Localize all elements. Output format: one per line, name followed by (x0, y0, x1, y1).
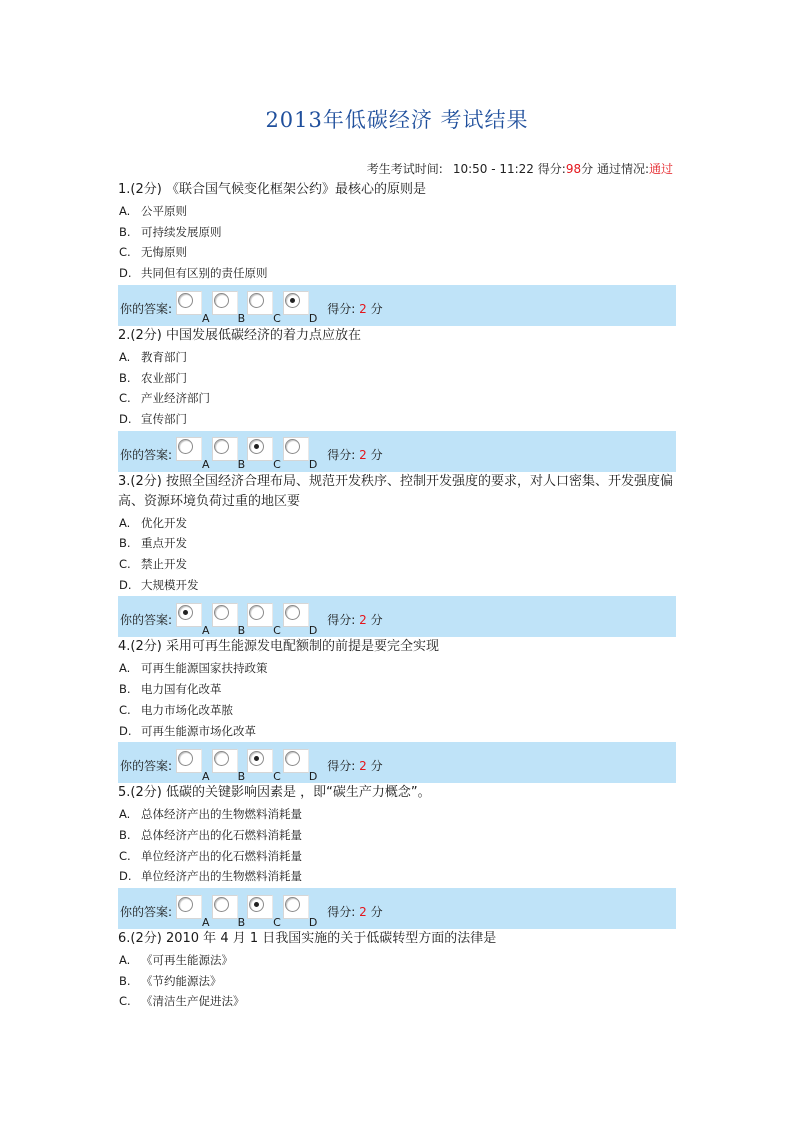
radio-button[interactable] (214, 897, 229, 912)
radio-button[interactable] (249, 605, 264, 620)
answer-option-c (247, 895, 281, 929)
radio-letter: C (273, 458, 281, 472)
option-text: 《可再生能源法》 (141, 953, 233, 968)
question-item (118, 326, 676, 472)
option-letter: C. (119, 391, 131, 406)
question-number: 4.(2分) (118, 639, 162, 655)
question-score-unit: 分 (370, 301, 383, 316)
option-letter: B. (119, 827, 131, 842)
radio-letter: D (308, 623, 318, 637)
radio-button[interactable] (249, 897, 264, 912)
option-row (118, 700, 676, 721)
radio-button[interactable] (178, 439, 193, 454)
question-score-unit: 分 (370, 905, 383, 920)
radio-button[interactable] (214, 751, 229, 766)
radio-letter: B (237, 769, 246, 783)
option-row (118, 554, 676, 575)
option-text: 公平原则 (141, 204, 187, 218)
answer-option-b (212, 437, 246, 472)
your-answer-bar (118, 742, 676, 783)
answer-option-b (212, 291, 246, 326)
radio-button[interactable] (249, 293, 264, 308)
option-row (118, 866, 676, 887)
answer-option-c (247, 437, 281, 472)
question-text: 2010 年 4 月 1 日我国实施的关于低碳转型方面的法律是 (165, 931, 497, 947)
radio-button[interactable] (249, 751, 264, 766)
question-title (118, 783, 676, 803)
your-answer-label: 你的答案: (120, 905, 173, 920)
radio-frame (176, 291, 202, 315)
exam-time-value: 10:50 - 11:22 (452, 162, 534, 176)
radio-frame (212, 895, 238, 919)
question-number: 2.(2分) (118, 327, 162, 343)
radio-frame (283, 895, 309, 919)
question-score (327, 757, 382, 774)
option-text: 总体经济产出的化石燃料消耗量 (141, 827, 302, 842)
radio-button[interactable] (178, 751, 193, 766)
page-title: 2013年低碳经济 考试结果 (265, 108, 529, 132)
radio-button[interactable] (285, 605, 300, 620)
radio-frame (212, 603, 238, 627)
radio-letter: D (308, 769, 318, 783)
question-title (118, 637, 676, 657)
answer-option-d (283, 291, 318, 326)
option-letter: B. (119, 370, 131, 385)
option-text: 大规模开发 (141, 577, 199, 592)
option-text: 禁止开发 (141, 557, 187, 572)
question-item (118, 637, 676, 783)
answer-option-b (212, 749, 246, 783)
option-letter: D. (119, 723, 132, 738)
question-title (118, 326, 676, 346)
radio-frame (283, 291, 309, 315)
question-score-unit: 分 (370, 613, 383, 628)
question-title (118, 472, 676, 512)
option-row (118, 721, 676, 742)
pass-status-label: 通过情况: (596, 162, 649, 176)
radio-frame (247, 437, 273, 461)
option-text: 重点开发 (141, 536, 187, 551)
total-score-value: 98 (565, 162, 582, 176)
radio-letter: A (202, 458, 210, 472)
radio-button[interactable] (285, 897, 300, 912)
option-text: 农业部门 (141, 370, 187, 385)
question-score-value: 2 (359, 759, 367, 774)
radio-letter: B (237, 915, 246, 929)
option-row (118, 533, 676, 554)
radio-frame (247, 749, 273, 773)
radio-button[interactable] (178, 605, 193, 620)
radio-button[interactable] (285, 293, 300, 308)
radio-letter: D (308, 312, 318, 326)
option-letter: D. (119, 869, 132, 884)
option-row (118, 242, 676, 263)
option-text: 《节约能源法》 (141, 973, 222, 988)
option-row (118, 846, 676, 867)
option-row (118, 513, 676, 534)
question-score (327, 611, 382, 628)
question-text: 中国发展低碳经济的着力点应放在 (165, 327, 361, 343)
exam-meta (367, 160, 673, 177)
answer-option-a (176, 291, 210, 326)
option-letter: B. (119, 536, 131, 551)
option-row (118, 825, 676, 846)
option-letter: B. (119, 682, 131, 697)
answer-option-d (283, 895, 318, 929)
question-score (327, 300, 382, 317)
answer-option-b (212, 603, 246, 637)
option-row (118, 222, 676, 243)
option-row (118, 804, 676, 825)
answer-radio-group (176, 895, 319, 929)
answer-option-b (212, 895, 246, 929)
option-letter: D. (119, 577, 132, 592)
answer-option-d (283, 437, 318, 472)
answer-option-a (176, 603, 210, 637)
option-text: 共同但有区别的责任原则 (141, 266, 268, 281)
answer-option-c (247, 749, 281, 783)
radio-frame (247, 603, 273, 627)
option-letter: A. (119, 515, 131, 530)
option-row (118, 347, 676, 368)
answer-radio-group (176, 291, 319, 326)
option-row (118, 201, 676, 222)
option-text: 电力国有化改革 (141, 682, 222, 697)
question-item (118, 783, 676, 929)
radio-letter: B (237, 623, 246, 637)
option-text: 产业经济部门 (141, 391, 210, 406)
answer-option-c (247, 291, 281, 326)
radio-frame (283, 749, 309, 773)
option-row (118, 971, 676, 992)
option-letter: C. (119, 557, 131, 572)
answer-option-d (283, 749, 318, 783)
radio-button[interactable] (285, 439, 300, 454)
question-number: 1.(2分) (118, 182, 162, 197)
radio-button[interactable] (249, 439, 264, 454)
option-row (118, 263, 676, 284)
question-title (118, 929, 676, 949)
radio-frame (247, 291, 273, 315)
your-answer-bar (118, 285, 676, 326)
option-letter: A. (119, 953, 131, 968)
radio-button[interactable] (214, 293, 229, 308)
radio-frame (212, 437, 238, 461)
question-text: 《联合国气候变化框架公约》最核心的原则是 (165, 182, 426, 197)
option-letter: C. (119, 848, 131, 863)
option-text: 教育部门 (141, 349, 187, 364)
answer-option-a (176, 895, 210, 929)
answer-radio-group (176, 437, 319, 472)
option-text: 单位经济产出的生物燃料消耗量 (141, 869, 302, 884)
question-score-unit: 分 (370, 447, 383, 462)
question-text: 采用可再生能源发电配额制的前提是要完全实现 (165, 639, 439, 655)
option-text: 宣传部门 (141, 411, 187, 426)
radio-frame (283, 437, 309, 461)
radio-letter: C (273, 623, 281, 637)
question-score-label: 得分: (327, 905, 356, 920)
radio-letter: A (202, 915, 210, 929)
your-answer-bar (118, 596, 676, 637)
question-score-value: 2 (359, 613, 367, 628)
option-row (118, 658, 676, 679)
question-score-label: 得分: (327, 759, 356, 774)
your-answer-bar (118, 888, 676, 929)
option-letter: A. (119, 807, 131, 822)
option-letter: C. (119, 245, 131, 260)
radio-button[interactable] (214, 605, 229, 620)
question-title (118, 180, 676, 200)
option-row (118, 368, 676, 389)
question-number: 3.(2分) (118, 473, 162, 489)
radio-button[interactable] (285, 751, 300, 766)
radio-frame (212, 749, 238, 773)
option-row (118, 575, 676, 596)
radio-frame (247, 895, 273, 919)
answer-option-d (283, 603, 318, 637)
question-item (118, 472, 676, 638)
total-score-unit: 分 (581, 162, 594, 176)
radio-letter: C (273, 769, 281, 783)
answer-option-a (176, 437, 210, 472)
option-text: 总体经济产出的生物燃料消耗量 (141, 807, 302, 822)
question-score-label: 得分: (327, 447, 356, 462)
option-text: 可持续发展原则 (141, 224, 222, 239)
option-text: 无悔原则 (141, 245, 187, 260)
your-answer-label: 你的答案: (120, 759, 173, 774)
question-text: 低碳的关键影响因素是 ，即“碳生产力概念”。 (165, 785, 431, 801)
radio-button[interactable] (178, 897, 193, 912)
radio-letter: A (202, 623, 210, 637)
radio-letter: D (308, 458, 318, 472)
radio-frame (283, 603, 309, 627)
exam-time-label: 考生考试时间: (366, 162, 443, 176)
option-text: 可再生能源国家扶持政策 (141, 661, 268, 676)
option-text: 单位经济产出的化石燃料消耗量 (141, 848, 302, 863)
answer-option-c (247, 603, 281, 637)
radio-letter: B (237, 458, 246, 472)
total-score-label: 得分: (537, 162, 566, 176)
option-text: 《清洁生产促进法》 (141, 994, 245, 1009)
question-number: 6.(2分) (118, 931, 162, 947)
radio-frame (176, 895, 202, 919)
radio-frame (176, 437, 202, 461)
option-row (118, 679, 676, 700)
question-score (327, 446, 382, 463)
option-letter: B. (119, 973, 131, 988)
answer-radio-group (176, 603, 319, 637)
question-score-value: 2 (359, 905, 367, 920)
answer-option-a (176, 749, 210, 783)
radio-letter: A (202, 769, 210, 783)
radio-letter: C (273, 915, 281, 929)
question-text: 按照全国经济合理布局、规范开发秩序、控制开发强度的要求，对人口密集、开发强度偏高、资源环境负荷过重的地区要 (118, 473, 673, 509)
pass-status-value: 通过 (648, 162, 673, 176)
question-score-label: 得分: (327, 613, 356, 628)
option-row (118, 991, 676, 1012)
radio-letter: C (273, 312, 281, 326)
option-letter: A. (119, 349, 131, 364)
option-row (118, 950, 676, 971)
question-item (118, 180, 676, 326)
option-row (118, 388, 676, 409)
question-score-label: 得分: (327, 301, 356, 316)
your-answer-bar (118, 431, 676, 472)
radio-letter: B (237, 312, 246, 326)
radio-letter: A (202, 312, 210, 326)
option-letter: A. (119, 661, 131, 676)
option-letter: A. (119, 204, 131, 218)
option-letter: B. (119, 224, 131, 239)
option-row (118, 409, 676, 430)
radio-button[interactable] (178, 293, 193, 308)
radio-button[interactable] (214, 439, 229, 454)
question-score-value: 2 (359, 447, 367, 462)
question-score-unit: 分 (370, 759, 383, 774)
question-list (118, 180, 676, 1012)
question-item (118, 929, 676, 1012)
option-letter: D. (119, 411, 132, 426)
radio-letter: D (308, 915, 318, 929)
question-score-value: 2 (359, 301, 367, 316)
option-letter: C. (119, 702, 131, 717)
radio-frame (176, 603, 202, 627)
option-text: 电力市场化改革脓 (141, 702, 233, 717)
answer-radio-group (176, 749, 319, 783)
question-number: 5.(2分) (118, 785, 162, 801)
your-answer-label: 你的答案: (120, 301, 173, 316)
option-letter: D. (119, 266, 132, 281)
radio-frame (176, 749, 202, 773)
option-text: 优化开发 (141, 515, 187, 530)
question-score (327, 903, 382, 920)
option-letter: C. (119, 994, 131, 1009)
radio-frame (212, 291, 238, 315)
your-answer-label: 你的答案: (120, 447, 173, 462)
your-answer-label: 你的答案: (120, 613, 173, 628)
option-text: 可再生能源市场化改革 (141, 723, 256, 738)
